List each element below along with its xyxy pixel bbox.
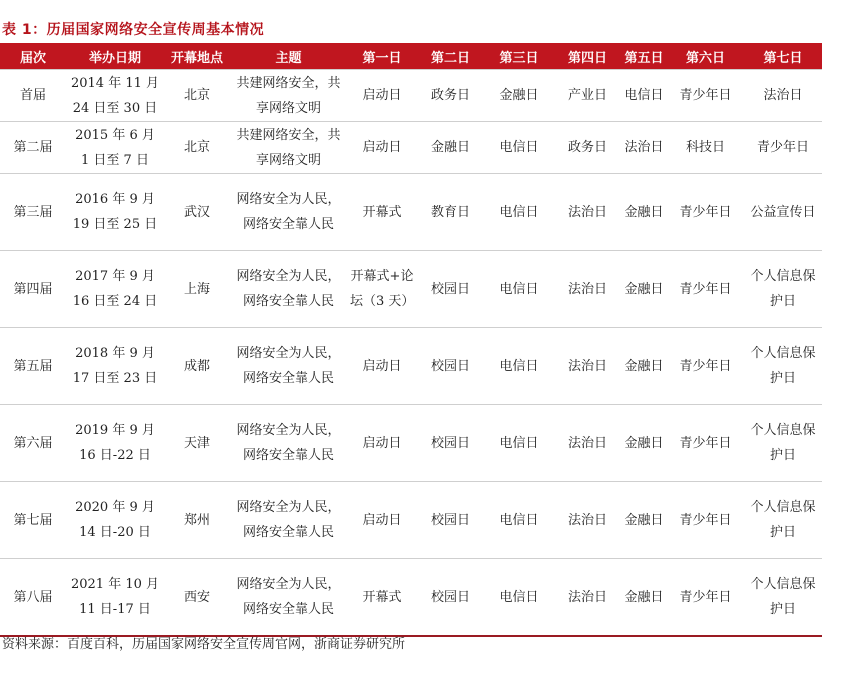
table-cell: 个人信息保护日 (744, 482, 822, 559)
header-cell: 第六日 (667, 43, 744, 70)
table-cell: 2016 年 9 月 19 日至 25 日 (66, 174, 164, 251)
table-cell: 青少年日 (744, 122, 822, 174)
header-cell: 开幕地点 (164, 43, 230, 70)
header-cell: 第一日 (347, 43, 417, 70)
table-cell: 2021 年 10 月 11 日-17 日 (66, 559, 164, 637)
table-cell: 金融日 (621, 482, 667, 559)
header-cell: 届次 (0, 43, 66, 70)
table-cell: 法治日 (554, 174, 621, 251)
table-cell: 2015 年 6 月 1 日至 7 日 (66, 122, 164, 174)
header-cell: 第四日 (554, 43, 621, 70)
table-cell: 电信日 (621, 70, 667, 122)
table-cell: 法治日 (554, 482, 621, 559)
table-cell: 网络安全为人民，网络安全靠人民 (230, 559, 347, 637)
table-row (0, 251, 822, 328)
table-cell: 电信日 (484, 328, 554, 405)
table-cell: 金融日 (621, 559, 667, 637)
table-cell: 2018 年 9 月 17 日至 23 日 (66, 328, 164, 405)
table-cell: 第四届 (0, 251, 66, 328)
table-cell: 第五届 (0, 328, 66, 405)
table-cell: 个人信息保护日 (744, 328, 822, 405)
table-cell: 校园日 (417, 328, 484, 405)
table-cell: 网络安全为人民，网络安全靠人民 (230, 482, 347, 559)
table-cell: 青少年日 (667, 328, 744, 405)
table-cell: 法治日 (744, 70, 822, 122)
table-row (0, 482, 822, 559)
table-row (0, 174, 822, 251)
table-cell: 法治日 (621, 122, 667, 174)
table-cell: 开幕式 (347, 174, 417, 251)
table-cell: 金融日 (417, 122, 484, 174)
table-cell: 2020 年 9 月 14 日-20 日 (66, 482, 164, 559)
table-cell: 法治日 (554, 405, 621, 482)
table-row (0, 405, 822, 482)
table-cell: 政务日 (417, 70, 484, 122)
table-cell: 电信日 (484, 174, 554, 251)
table-cell: 上海 (164, 251, 230, 328)
table-cell: 青少年日 (667, 405, 744, 482)
table-cell: 电信日 (484, 251, 554, 328)
table-cell: 青少年日 (667, 482, 744, 559)
table-cell: 教育日 (417, 174, 484, 251)
table-cell: 青少年日 (667, 174, 744, 251)
table-cell: 第三届 (0, 174, 66, 251)
header-cell: 第二日 (417, 43, 484, 70)
table-cell: 2017 年 9 月 16 日至 24 日 (66, 251, 164, 328)
table-cell: 电信日 (484, 405, 554, 482)
table-cell: 首届 (0, 70, 66, 122)
header-cell: 第五日 (621, 43, 667, 70)
table-cell: 第六届 (0, 405, 66, 482)
table-cell: 天津 (164, 405, 230, 482)
header-cell: 第七日 (744, 43, 822, 70)
table-cell: 校园日 (417, 251, 484, 328)
table-cell: 电信日 (484, 122, 554, 174)
table-cell: 青少年日 (667, 559, 744, 637)
table-cell: 科技日 (667, 122, 744, 174)
table-cell: 启动日 (347, 328, 417, 405)
table-cell: 第二届 (0, 122, 66, 174)
table-cell: 政务日 (554, 122, 621, 174)
table-cell: 郑州 (164, 482, 230, 559)
table-cell: 开幕式 (347, 559, 417, 637)
table-cell: 2019 年 9 月 16 日-22 日 (66, 405, 164, 482)
info-table (0, 43, 822, 637)
header-cell: 第三日 (484, 43, 554, 70)
table-cell: 网络安全为人民，网络安全靠人民 (230, 328, 347, 405)
source-note: 资料来源：百度百科，历届国家网络安全宣传周官网，浙商证券研究所 (2, 637, 406, 652)
table-cell: 西安 (164, 559, 230, 637)
table-cell: 金融日 (621, 251, 667, 328)
table-row (0, 70, 822, 122)
table-cell: 启动日 (347, 405, 417, 482)
table-cell: 开幕式+论坛（3 天） (347, 251, 417, 328)
table-cell: 个人信息保护日 (744, 405, 822, 482)
table-cell: 北京 (164, 70, 230, 122)
table-cell: 网络安全为人民，网络安全靠人民 (230, 174, 347, 251)
table-cell: 启动日 (347, 70, 417, 122)
table-cell: 2014 年 11 月 24 日至 30 日 (66, 70, 164, 122)
table-cell: 金融日 (621, 174, 667, 251)
header-cell: 举办日期 (66, 43, 164, 70)
table-cell: 金融日 (621, 405, 667, 482)
table-cell: 北京 (164, 122, 230, 174)
header-cell: 主题 (230, 43, 347, 70)
table-row (0, 559, 822, 637)
table-cell: 金融日 (621, 328, 667, 405)
table-cell: 公益宣传日 (744, 174, 822, 251)
table-cell: 电信日 (484, 559, 554, 637)
table-cell: 法治日 (554, 328, 621, 405)
table-cell: 校园日 (417, 482, 484, 559)
table-cell: 电信日 (484, 482, 554, 559)
header-row (0, 43, 822, 70)
table-row (0, 328, 822, 405)
table-cell: 共建网络安全，共享网络文明 (230, 122, 347, 174)
table-cell: 第八届 (0, 559, 66, 637)
table-cell: 启动日 (347, 482, 417, 559)
table-cell: 个人信息保护日 (744, 251, 822, 328)
table-cell: 网络安全为人民，网络安全靠人民 (230, 405, 347, 482)
table-cell: 金融日 (484, 70, 554, 122)
table-cell: 网络安全为人民，网络安全靠人民 (230, 251, 347, 328)
table-cell: 校园日 (417, 405, 484, 482)
table-cell: 共建网络安全，共享网络文明 (230, 70, 347, 122)
table-cell: 成都 (164, 328, 230, 405)
table-cell: 启动日 (347, 122, 417, 174)
table-cell: 法治日 (554, 251, 621, 328)
table-cell: 青少年日 (667, 70, 744, 122)
table-cell: 武汉 (164, 174, 230, 251)
table-row (0, 122, 822, 174)
table-cell: 个人信息保护日 (744, 559, 822, 637)
table-cell: 青少年日 (667, 251, 744, 328)
table-cell: 第七届 (0, 482, 66, 559)
table-title: 表 1：历届国家网络安全宣传周基本情况 (2, 22, 265, 38)
table-cell: 校园日 (417, 559, 484, 637)
table-cell: 产业日 (554, 70, 621, 122)
table-cell: 法治日 (554, 559, 621, 637)
